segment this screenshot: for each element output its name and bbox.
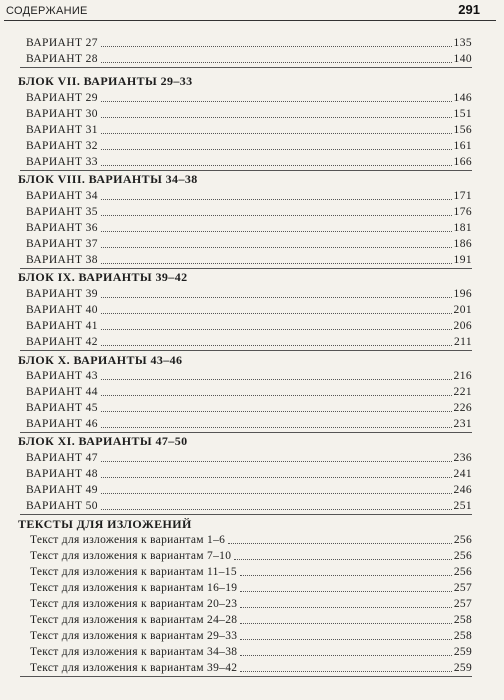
toc-entry xyxy=(26,153,472,169)
entry-label: ВАРИАНТ 35 xyxy=(26,206,98,218)
row-divider xyxy=(20,350,472,351)
toc-entry xyxy=(26,137,472,153)
entry-label: Текст для изложения к вариантам 24–28 xyxy=(30,614,238,626)
toc-entry xyxy=(30,531,472,547)
dot-leader xyxy=(101,493,452,494)
entry-label: ВАРИАНТ 37 xyxy=(26,238,98,250)
row-divider xyxy=(20,170,472,171)
entry-label: Текст для изложения к вариантам 7–10 xyxy=(30,550,232,562)
entry-page-number: 161 xyxy=(453,140,472,152)
block-heading: БЛОК VII. ВАРИАНТЫ 29–33 xyxy=(18,74,193,88)
toc-entry xyxy=(30,563,472,579)
row-divider xyxy=(20,67,472,68)
dot-leader xyxy=(101,509,452,510)
block-heading: БЛОК XI. ВАРИАНТЫ 47–50 xyxy=(18,434,188,448)
entry-label: Текст для изложения к вариантам 16–19 xyxy=(30,582,238,594)
entry-page-number: 181 xyxy=(453,222,472,234)
entry-label: ВАРИАНТ 44 xyxy=(26,386,98,398)
toc-entry xyxy=(26,203,472,219)
entry-label: Текст для изложения к вариантам 34–38 xyxy=(30,646,238,658)
toc-entry xyxy=(26,367,472,383)
page-header xyxy=(0,0,504,28)
entry-label: ВАРИАНТ 49 xyxy=(26,484,98,496)
toc-entry xyxy=(26,187,472,203)
toc-entry xyxy=(26,317,472,333)
row-divider xyxy=(20,514,472,515)
entry-label: ВАРИАНТ 32 xyxy=(26,140,98,152)
entry-label: Текст для изложения к вариантам 29–33 xyxy=(30,630,238,642)
entry-label: ВАРИАНТ 39 xyxy=(26,288,98,300)
dot-leader xyxy=(240,639,452,640)
dot-leader xyxy=(101,329,452,330)
entry-page-number: 191 xyxy=(453,254,472,266)
entry-label: ВАРИАНТ 34 xyxy=(26,190,98,202)
dot-leader xyxy=(101,411,452,412)
dot-leader xyxy=(101,263,452,264)
dot-leader xyxy=(240,655,452,656)
entry-label: Текст для изложения к вариантам 20–23 xyxy=(30,598,238,610)
toc-entry xyxy=(26,333,472,349)
entry-label: Текст для изложения к вариантам 11–15 xyxy=(30,566,237,578)
entry-page-number: 176 xyxy=(453,206,472,218)
entry-label: ВАРИАНТ 28 xyxy=(26,53,98,65)
entry-page-number: 166 xyxy=(453,156,472,168)
dot-leader xyxy=(101,149,452,150)
toc-entry xyxy=(26,399,472,415)
entry-page-number: 258 xyxy=(453,630,472,642)
toc-entry xyxy=(26,219,472,235)
dot-leader xyxy=(101,199,452,200)
block-heading: БЛОК VIII. ВАРИАНТЫ 34–38 xyxy=(18,172,198,186)
toc-entry xyxy=(26,235,472,251)
toc-entry xyxy=(30,579,472,595)
block-heading: БЛОК IX. ВАРИАНТЫ 39–42 xyxy=(18,270,188,284)
toc-entry xyxy=(26,50,472,66)
toc-entry xyxy=(26,415,472,431)
entry-label: ВАРИАНТ 40 xyxy=(26,304,98,316)
entry-page-number: 257 xyxy=(453,582,472,594)
dot-leader xyxy=(101,101,452,102)
entry-label: Текст для изложения к вариантам 39–42 xyxy=(30,662,238,674)
entry-label: ВАРИАНТ 36 xyxy=(26,222,98,234)
toc-entry xyxy=(26,481,472,497)
entry-label: ВАРИАНТ 50 xyxy=(26,500,98,512)
dot-leader xyxy=(101,231,452,232)
entry-label: ВАРИАНТ 43 xyxy=(26,370,98,382)
entry-page-number: 206 xyxy=(453,320,472,332)
entry-page-number: 221 xyxy=(453,386,472,398)
dot-leader xyxy=(101,46,452,47)
header-divider xyxy=(4,20,496,21)
dot-leader xyxy=(101,427,452,428)
toc-entry xyxy=(26,34,472,50)
entry-label: ВАРИАНТ 33 xyxy=(26,156,98,168)
entry-page-number: 236 xyxy=(453,452,472,464)
dot-leader xyxy=(240,591,452,592)
row-divider xyxy=(20,268,472,269)
entry-page-number: 151 xyxy=(453,108,472,120)
entry-page-number: 211 xyxy=(453,336,472,348)
dot-leader xyxy=(101,461,452,462)
dot-leader xyxy=(234,559,452,560)
toc-entry xyxy=(30,627,472,643)
dot-leader xyxy=(101,477,452,478)
entry-label: Текст для изложения к вариантам 1–6 xyxy=(30,534,226,546)
entry-page-number: 140 xyxy=(453,53,472,65)
dot-leader xyxy=(101,215,452,216)
toc-entry xyxy=(30,611,472,627)
dot-leader xyxy=(240,575,452,576)
dot-leader xyxy=(228,543,452,544)
dot-leader xyxy=(240,607,452,608)
entry-label: ВАРИАНТ 29 xyxy=(26,92,98,104)
toc-entry xyxy=(30,659,472,675)
dot-leader xyxy=(101,62,452,63)
entry-label: ВАРИАНТ 30 xyxy=(26,108,98,120)
entry-page-number: 241 xyxy=(453,468,472,480)
entry-page-number: 259 xyxy=(453,662,472,674)
block-heading: БЛОК X. ВАРИАНТЫ 43–46 xyxy=(18,353,183,367)
dot-leader xyxy=(101,165,452,166)
entry-label: ВАРИАНТ 27 xyxy=(26,37,98,49)
entry-page-number: 259 xyxy=(453,646,472,658)
entry-label: ВАРИАНТ 41 xyxy=(26,320,98,332)
dot-leader xyxy=(101,379,452,380)
entry-page-number: 226 xyxy=(453,402,472,414)
entry-page-number: 256 xyxy=(453,550,472,562)
toc-entry xyxy=(26,285,472,301)
entry-page-number: 256 xyxy=(453,566,472,578)
entry-page-number: 257 xyxy=(453,598,472,610)
dot-leader xyxy=(101,247,452,248)
dot-leader xyxy=(101,313,452,314)
entry-page-number: 171 xyxy=(453,190,472,202)
entry-page-number: 258 xyxy=(453,614,472,626)
entry-label: ВАРИАНТ 45 xyxy=(26,402,98,414)
entry-label: ВАРИАНТ 48 xyxy=(26,468,98,480)
toc-entry xyxy=(26,121,472,137)
dot-leader xyxy=(101,345,452,346)
toc-entry xyxy=(26,251,472,267)
toc-entry xyxy=(30,595,472,611)
entry-label: ВАРИАНТ 31 xyxy=(26,124,98,136)
dot-leader xyxy=(101,117,452,118)
toc-entry xyxy=(26,449,472,465)
page-number: 291 xyxy=(458,2,480,17)
entry-page-number: 201 xyxy=(453,304,472,316)
entry-label: ВАРИАНТ 46 xyxy=(26,418,98,430)
dot-leader xyxy=(101,133,452,134)
entry-page-number: 251 xyxy=(453,500,472,512)
entry-page-number: 135 xyxy=(453,37,472,49)
dot-leader xyxy=(240,623,452,624)
row-divider xyxy=(20,432,472,433)
block-heading: ТЕКСТЫ ДЛЯ ИЗЛОЖЕНИЙ xyxy=(18,517,192,531)
toc-entry xyxy=(26,105,472,121)
toc-entry xyxy=(26,301,472,317)
entry-label: ВАРИАНТ 47 xyxy=(26,452,98,464)
toc-entry xyxy=(26,383,472,399)
dot-leader xyxy=(101,297,452,298)
entry-page-number: 216 xyxy=(453,370,472,382)
toc-entry xyxy=(26,497,472,513)
entry-page-number: 256 xyxy=(453,534,472,546)
entry-page-number: 246 xyxy=(453,484,472,496)
entry-page-number: 156 xyxy=(453,124,472,136)
entry-page-number: 196 xyxy=(453,288,472,300)
entry-label: ВАРИАНТ 38 xyxy=(26,254,98,266)
dot-leader xyxy=(240,671,452,672)
toc-entry xyxy=(26,89,472,105)
row-divider xyxy=(20,676,472,677)
section-title: СОДЕРЖАНИЕ xyxy=(6,5,88,17)
dot-leader xyxy=(101,395,452,396)
toc-entry xyxy=(30,643,472,659)
entry-page-number: 146 xyxy=(453,92,472,104)
entry-label: ВАРИАНТ 42 xyxy=(26,336,98,348)
toc-entry xyxy=(30,547,472,563)
entry-page-number: 231 xyxy=(453,418,472,430)
entry-page-number: 186 xyxy=(453,238,472,250)
toc-entry xyxy=(26,465,472,481)
